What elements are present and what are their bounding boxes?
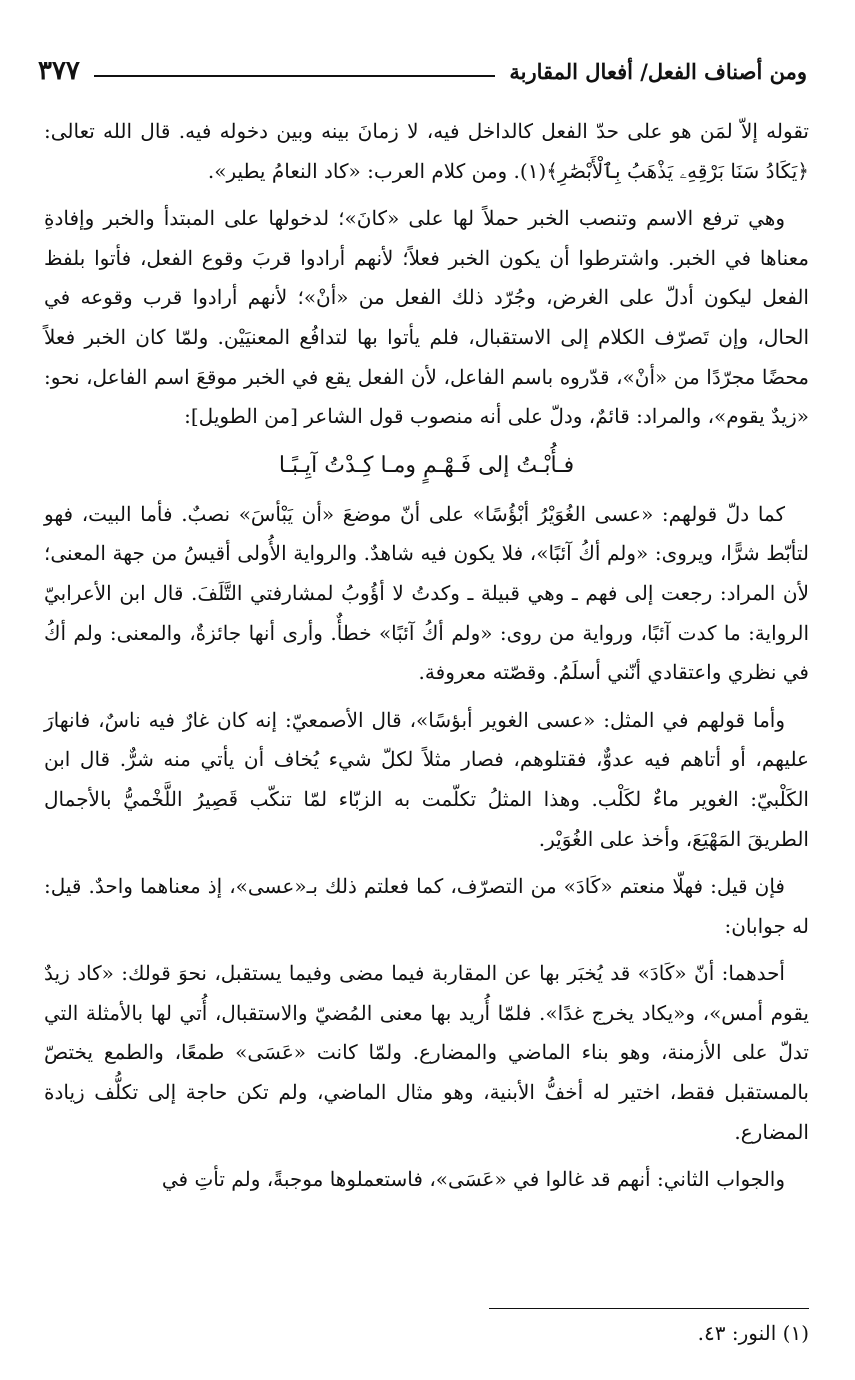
footnote-rule: [489, 1308, 809, 1309]
paragraph-6: أحدهما: أنّ «كَادَ» قد يُخبَر بها عن المقاربة فيما مضى وفيما يستقبل، نحوَ قولك: «كاد زيدٌ يقوم أمس»، و«يكاد يخرج غدًا». فلمّا أُريد بها معنى المُضيّ والاستقبال، أُتي لها بالأمثلة التي تدلّ على الأزمنة، وهو بناء الماضي والمضارع. ولمّا كانت «عَسَى» طمعًا، والطمع يختصّ بالمستقبل فقط، اختير له أخفُّ الأبنية، وهو مثال الماضي، ولم تكن حاجة إلى تكلُّف زيادة المضارع.: [44, 961, 809, 1144]
page-header: [38, 50, 807, 92]
running-title: ومن أصناف الفعل/ أفعال المقاربة: [509, 58, 807, 84]
paragraph-1: تقوله إلاّ لمَن هو على حدّ الفعل كالداخل فيه، لا زمانَ بينه وبين دخوله فيه. قال الله تعالى: ﴿يَكَادُ سَنَا بَرْقِهِۦ يَذْهَبُ بِٱلْأَبْصَٰرِ﴾(١). ومن كلام العرب: «كاد النعامُ يطير».: [44, 119, 809, 183]
paragraph-4: وأما قولهم في المثل: «عسى الغوير أبؤسًا»، قال الأصمعيّ: إنه كان غارٌ فيه ناسٌ، فانهارَ عليهم، أو أتاهم فيه عدوٌّ، فقتلوهم، فصار مثلاً لكلّ شيء يُخاف أن يأتي منه شرٌّ. قال ابن الكَلْبيّ: الغوير ماءٌ لكَلْب. وهذا المثلُ تكلّمت به الزبّاء لمّا تنكّب قَصِيرُ اللَّخْميُّ بالأجمال الطريقَ المَهْيَعَ، وأخذ على الغُوَيْر.: [44, 707, 809, 851]
paragraph-5: فإن قيل: فهلّا منعتم «كَادَ» من التصرّف، كما فعلتم ذلك بـ«عسى»، إذ معناهما واحدٌ. قيل: له جوابان:: [44, 874, 809, 938]
header-rule: [94, 75, 495, 77]
footnote: (١) النور: ٤٣.: [697, 1321, 809, 1345]
poetry-verse: فـأُبْـتُ إلى فَـهْـمٍ ومـا كِـدْتُ آيِـبًـا: [278, 452, 575, 478]
page-number: ٣٧٧: [38, 56, 80, 86]
paragraph-3: كما دلّ قولهم: «عسى الغُوَيْرُ أبْؤُسًا» على أنّ موضعَ «أن يَبْأسَ» نصبٌ. فأما البيت، فهو لتأبّط شرًّا، ويروى: «ولم أكُ آئبًا»، فلا يكون فيه شاهدٌ. والرواية الأُولى أقيسُ من جهة المعنى؛ لأن المراد: رجعت إلى فهم ـ وهي قبيلة ـ وكدتُ لا أؤُوبُ لمشارفتي التَّلَفَ. قال ابن الأعرابيّ الرواية: ما كدت آئبًا، ورواية من روى: «ولم أكُ آئبًا» خطأٌ. وأرى أنها جائزةٌ، والمعنى: ولم أكُ في نظري واعتقادي أنّني أسلَمُ. وقصّته معروفة.: [44, 501, 809, 685]
paragraph-2: وهي ترفع الاسم وتنصب الخبر حملاً لها على «كانَ»؛ لدخولها على المبتدأ والخبر وإفادةِ معناها في الخبر. واشترطوا أن يكون الخبر فعلاً؛ لأنهم أرادوا قربَ وقوع الفعل، فأتوا بلفظ الفعل ليكون أدلّ على الغرض، وجُرّد ذلك الفعل من «أنْ»؛ لأنهم أرادوا قرب وقوعه في الحال، وإن تَصرّف الكلام إلى الاستقبال، فلم يأتوا بها لتدافُع المعنيَيْن. ولمّا كان الخبر فعلاً محضًا مجرّدًا من «أنْ»، قدّروه باسم الفاعل، لأن الفعل يقع في الخبر موقعَ اسم الفاعل، نحو: «زيدٌ يقوم»، والمراد: قائمٌ، ودلّ على أنه منصوب قول الشاعر [من الطويل]:: [44, 206, 809, 429]
paragraph-7: والجواب الثاني: أنهم قد غالوا في «عَسَى»، فاستعملوها موجبةً، ولم تأتِ في: [161, 1167, 785, 1192]
page-body: [44, 112, 809, 1208]
